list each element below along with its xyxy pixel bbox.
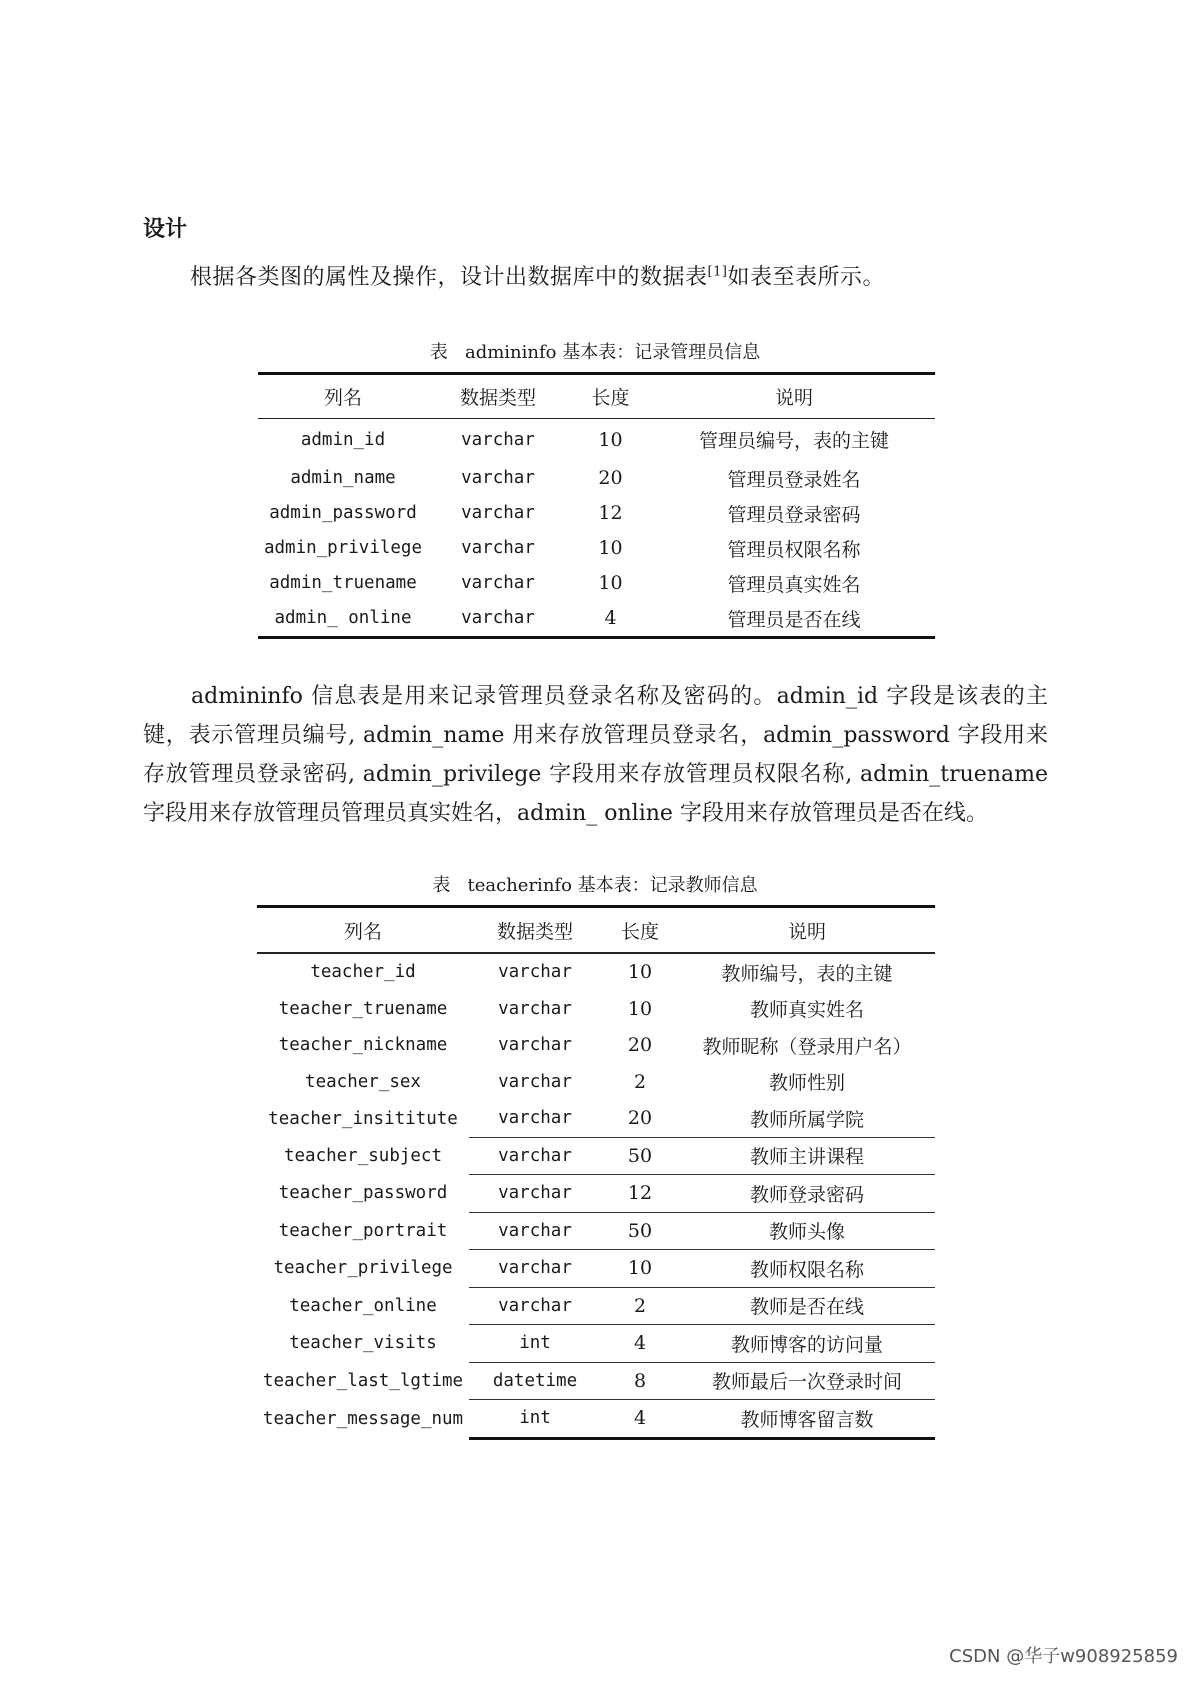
table-row	[257, 1287, 935, 1325]
cell-type: varchar	[461, 538, 535, 558]
cell-type: varchar	[469, 1212, 601, 1250]
table-row	[257, 991, 935, 1028]
cell-desc: 教师登录密码	[679, 1175, 935, 1213]
cell-desc: 教师所属学院	[749, 1108, 864, 1131]
col-header-length: 长度	[601, 907, 679, 954]
cell-type: varchar	[469, 1175, 601, 1213]
cell-length: 10	[601, 1250, 679, 1288]
admininfo-table	[258, 372, 935, 639]
cell-length: 8	[601, 1362, 679, 1400]
body-paragraph	[143, 677, 1048, 833]
cell-type: varchar	[498, 1035, 572, 1056]
cell-desc: 管理员登录密码	[727, 503, 861, 526]
cell-type: varchar	[461, 468, 535, 488]
table-row	[257, 1325, 935, 1363]
table-header-row	[257, 907, 935, 954]
cell-col-name: teacher_insititute	[268, 1108, 458, 1129]
cell-col-name: admin_id	[300, 429, 386, 450]
table-row	[257, 1064, 935, 1101]
cell-length: 50	[601, 1212, 679, 1250]
cell-length: 2	[601, 1287, 679, 1325]
cell-length: 20	[598, 467, 623, 489]
intro-paragraph	[190, 260, 885, 291]
cell-length: 10	[598, 428, 623, 451]
cell-type: varchar	[461, 608, 535, 628]
cell-length: 20	[627, 1034, 653, 1057]
cell-length: 4	[604, 607, 617, 629]
table-row	[257, 1100, 935, 1137]
cell-col-name: teacher_online	[289, 1295, 437, 1316]
cell-length: 10	[627, 997, 653, 1020]
cell-col-name: teacher_truename	[278, 998, 448, 1019]
cell-desc: 管理员真实姓名	[727, 573, 861, 596]
cell-desc: 教师博客留言数	[679, 1400, 935, 1439]
col-header-desc: 说明	[679, 907, 935, 954]
cell-length: 12	[598, 502, 623, 524]
cell-length: 4	[601, 1325, 679, 1363]
table-row	[257, 1362, 935, 1400]
table-row	[257, 1027, 935, 1064]
cell-type: varchar	[498, 998, 572, 1019]
cell-type: varchar	[469, 1287, 601, 1325]
col-header-type: 数据类型	[428, 374, 568, 419]
cell-col-name: teacher_message_num	[262, 1408, 464, 1429]
table-row	[257, 953, 935, 991]
cell-col-name: teacher_last_lgtime	[262, 1370, 464, 1391]
table-row	[257, 1175, 935, 1213]
cell-length: 10	[598, 537, 623, 559]
intro-text-end: 如表至表所示。	[727, 265, 885, 290]
cell-length: 10	[598, 572, 623, 594]
cell-desc: 管理员是否在线	[727, 608, 861, 631]
cell-col-name: admin_truename	[269, 573, 417, 593]
table-row	[257, 1212, 935, 1250]
cell-type: int	[469, 1400, 601, 1439]
intro-text: 根据各类图的属性及操作，设计出数据库中的数据表	[190, 265, 708, 290]
cell-type: varchar	[498, 1108, 572, 1129]
cell-col-name: teacher_sex	[305, 1071, 421, 1092]
cell-type: varchar	[498, 962, 572, 983]
cell-type: varchar	[469, 1250, 601, 1288]
cell-col-name: teacher_nickname	[278, 1035, 448, 1056]
col-header-name: 列名	[257, 907, 469, 954]
cell-length: 2	[633, 1070, 647, 1093]
cell-type: varchar	[461, 503, 535, 523]
cell-length: 50	[601, 1137, 679, 1175]
col-header-type: 数据类型	[469, 907, 601, 954]
table-row	[258, 531, 935, 566]
teacherinfo-table	[257, 905, 935, 1440]
cell-col-name: teacher_subject	[283, 1145, 443, 1166]
col-header-desc: 说明	[653, 374, 935, 419]
table-row	[257, 1250, 935, 1288]
table-row	[257, 1400, 935, 1439]
table2-caption: 表 teacherinfo 基本表：记录教师信息	[432, 875, 758, 896]
table-row	[258, 496, 935, 531]
cell-col-name: admin_name	[290, 468, 396, 488]
table1-caption: 表 admininfo 基本表：记录管理员信息	[429, 342, 761, 363]
cell-desc: 教师权限名称	[679, 1250, 935, 1288]
cell-length: 20	[627, 1107, 653, 1130]
cell-desc: 管理员权限名称	[727, 538, 861, 561]
table-row	[258, 601, 935, 638]
cell-col-name: teacher_id	[310, 962, 416, 983]
section-heading: 设计	[143, 217, 188, 242]
cell-desc: 教师最后一次登录时间	[679, 1362, 935, 1400]
cell-type: varchar	[469, 1137, 601, 1175]
table-row	[258, 461, 935, 496]
table-row	[257, 1137, 935, 1175]
table-row	[258, 566, 935, 601]
cell-col-name: teacher_portrait	[278, 1220, 448, 1241]
cell-desc: 教师编号，表的主键	[721, 962, 893, 985]
cell-desc: 教师博客的访问量	[679, 1325, 935, 1363]
cell-type: datetime	[469, 1362, 601, 1400]
col-header-length: 长度	[568, 374, 653, 419]
cell-type: int	[469, 1325, 601, 1363]
cell-col-name: admin_privilege	[263, 538, 423, 558]
watermark-credit: CSDN @华子w908925859	[949, 1646, 1178, 1667]
cell-desc: 教师主讲课程	[679, 1137, 935, 1175]
cell-col-name: admin_password	[269, 503, 417, 523]
cell-desc: 管理员登录姓名	[727, 468, 861, 491]
cell-desc: 教师头像	[679, 1212, 935, 1250]
cell-desc: 教师真实姓名	[749, 999, 864, 1022]
cell-length: 12	[601, 1175, 679, 1213]
cell-type: varchar	[498, 1071, 572, 1092]
paragraph-text: admininfo 信息表是用来记录管理员登录名称及密码的。admin_id 字段是该表的主键，表示管理员编号, admin_name 用来存放管理员登录名，admin_password 字段用来存放管理员登录密码, admin_privilege 字段用来存放管理员权限名称, admin_truename 字段用来存放管理员管理员真实姓名，admin_ online 字段用来存放管理员是否在线。	[143, 684, 1048, 826]
cell-col-name: admin_ online	[274, 608, 412, 628]
cell-length: 10	[627, 961, 653, 984]
cell-length: 4	[601, 1400, 679, 1439]
cell-desc: 教师昵称（登录用户名）	[702, 1035, 912, 1058]
cell-desc: 管理员编号，表的主键	[698, 430, 889, 453]
cell-col-name: teacher_privilege	[273, 1258, 453, 1279]
col-header-name: 列名	[258, 374, 428, 419]
table-row	[258, 419, 935, 461]
citation-ref[interactable]: [1]	[707, 264, 728, 280]
cell-col-name: teacher_password	[278, 1183, 448, 1204]
cell-type: varchar	[461, 573, 535, 593]
cell-col-name: teacher_visits	[289, 1333, 437, 1354]
cell-type: varchar	[461, 429, 535, 450]
table-header-row	[258, 374, 935, 419]
cell-desc: 教师性别	[768, 1072, 845, 1095]
cell-desc: 教师是否在线	[679, 1287, 935, 1325]
